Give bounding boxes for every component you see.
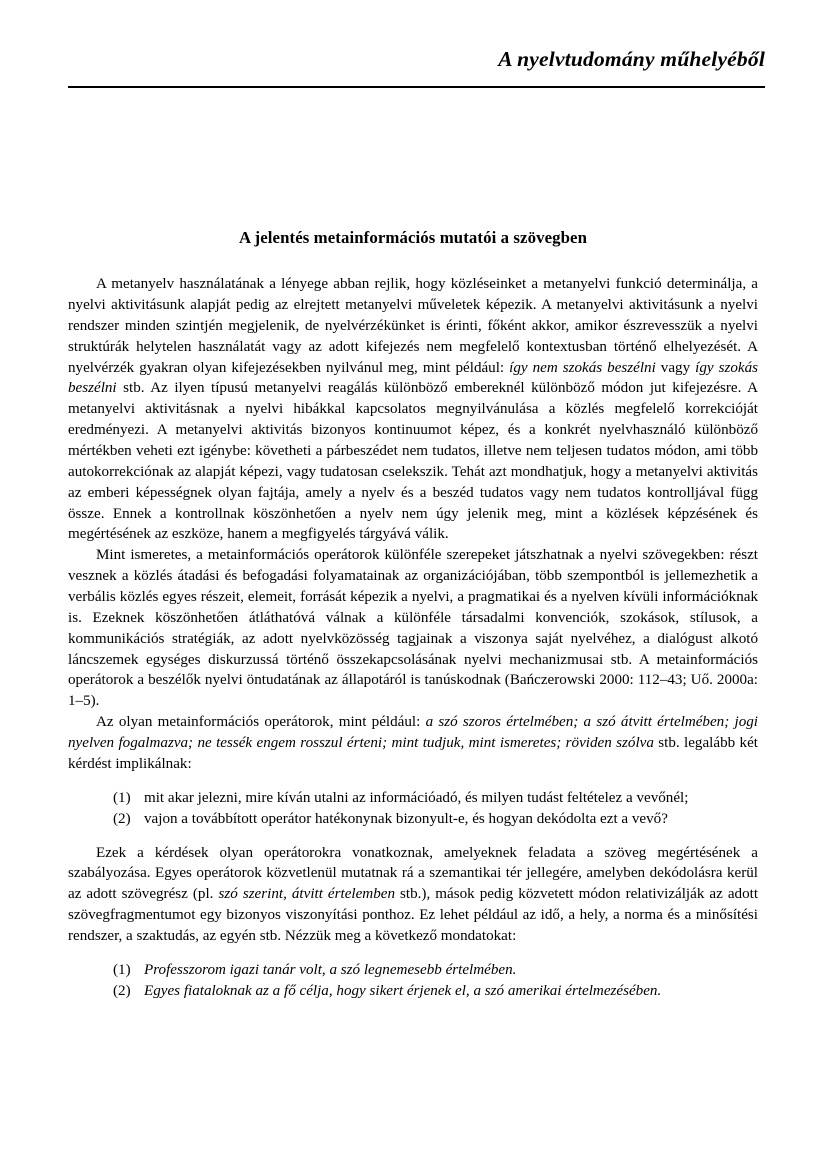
paragraph-1-part-c: stb. Az ilyen típusú metanyelvi reagálás különböző embereknél különböző módon jut kifejezésre. A metanyelvi aktivitásnak a nyelvi hibákkal kapcsolatos megnyilvánulása a közlés megfelelő korrekcióját eredményezi. A metanyelvi aktivitás bizonyos kontinuumot képez, és a konkrét nyelvhasználó különböző mértékben veheti ezt igénybe: követheti a párbeszédet nem tudatos, illetve nem teljesen tudatos módon, ami több autokorrekciónak az alapját képezi, vagy tudatosan cselekszik. Tehát azt mondhatjuk, hogy a metanyelvi aktivitás az emberi képességnek olyan fajtája, amely a nyelv és a beszéd tudatos vagy nem tudatos kontrolljával függ össze. Ennek a kontrollnak köszönhetően a nyelv nem úgy jelenik meg, mint a közlések képzésének és megértésének az eszköze, hanem a megfigyelés tárgyává válik. — [68, 380, 758, 543]
paragraph-3 — [68, 712, 758, 775]
paragraph-1-part-b: vagy — [655, 359, 696, 376]
list-marker: (1) — [113, 961, 131, 978]
list-item — [68, 981, 758, 1002]
paragraph-3-part-b: stb. legalább két kérdést implikálnak: — [68, 735, 758, 772]
list-marker: (2) — [113, 982, 131, 999]
list-item-text: vajon a továbbított operátor hatékonynak bizonyult-e, és hogyan dekódolta ezt a vevő? — [144, 810, 668, 827]
list-marker: (2) — [113, 810, 131, 827]
paragraph-4-part-b: stb.), mások pedig közvetett módon relativizálják az adott szövegfragmentumot egy bizonyos viszonyítási ponthoz. Ez lehet például az idő, a hely, a norma és a minősítési rendszer, a szaktudás, az egyén stb. Nézzük meg a következő mondatokat: — [68, 886, 759, 944]
header-rule — [68, 86, 765, 88]
running-head: A nyelvtudomány műhelyéből — [498, 47, 765, 71]
paragraph-3-part-a: Az olyan metainformációs operátorok, mint például: — [96, 714, 426, 731]
list-item — [68, 960, 758, 981]
questions-list — [68, 788, 758, 830]
paragraph-4-italic: szó szerint, átvitt értelemben — [218, 886, 395, 903]
list-item-text: Professzorom igazi tanár volt, a szó legnemesebb értelmében. — [144, 961, 517, 978]
examples-list — [68, 960, 758, 1002]
paragraph-4 — [68, 843, 758, 947]
paragraph-1-italic-1: így nem szokás beszélni — [509, 359, 656, 376]
list-item-text: Egyes fiataloknak az a fő célja, hogy sikert érjenek el, a szó amerikai értelmezésében. — [144, 982, 662, 999]
list-marker: (1) — [113, 789, 131, 806]
paragraph-1-part-a: A metanyelv használatának a lényege abban rejlik, hogy közléseinket a metanyelvi funkció determinálja, a nyelvi aktivitásunk alapját pedig az elrejtett metanyelvi műveletek képezik. A metanyelvi aktivitásunk a nyelvi rendszer minden szintjén megjelenik, de nyelvérzékünket is érinti, főként akkor, amikor észrevesszük a nyelvi struktúrák helytelen használatát vagy az adott kifejezés nem megfelelő kontextusban történő elhelyezését. A nyelvérzék gyakran olyan kifejezésekben nyilvánul meg, mint például: — [68, 276, 758, 376]
page-title: A jelentés metainformációs mutatói a szövegben — [238, 228, 588, 247]
paragraph-2 — [68, 545, 758, 712]
text-column — [68, 228, 758, 1015]
paragraph-4-part-a: Ezek a kérdések olyan operátorokra vonatkoznak, amelyeknek feladata a szöveg megértésének a szabályozása. Egyes operátorok közvetlenül mutatnak rá a szemantikai tér jellegére, amelyben dekódolásra kerül az adott szövegrész (pl. — [68, 844, 758, 903]
paragraph-3-italic: a szó szoros értelmében; a szó átvitt értelmében; jogi nyelven fogalmazva; ne tessék engem rosszul érteni; mint tudjuk, mint ismeretes; röviden szólva — [68, 714, 758, 752]
list-item-text: mit akar jelezni, mire kíván utalni az információadó, és milyen tudást feltételez a vevőnél; — [144, 789, 689, 806]
list-item — [68, 809, 758, 830]
paragraph-1 — [68, 274, 758, 545]
paragraph-1-italic-2: így szokás beszélni — [68, 359, 759, 397]
paragraph-2-text: Mint ismeretes, a metainformációs operátorok különféle szerepeket játszhatnak a nyelvi szövegekben: részt vesznek a közlés átadási és befogadási folyamatainak az organizációjában, több szempontból is jellemezhetik a verbális közlés egyes részeit, elemeit, forrását képezik a nyelvi, a pragmatikai és a nyelven kívüli információknak is. Ezeknek köszönhetően átláthatóvá válnak a különféle társadalmi konvenciók, szokások, stílusok, a kommunikációs stratégiák, az adott nyelvközösség tagjainak a viszonya saját nyelvéhez, a dialógust alkotó láncszemek egységes diskurzussá történő összekapcsolásának nyelvi mechanizmusai stb. A metainformációs operátorok a beszélők nyelvi öntudatának az állapotáról is tanúskodnak (Bańczerowski 2000: 112–43; Uő. 2000a: 1–5). — [68, 547, 758, 710]
list-item — [68, 788, 758, 809]
